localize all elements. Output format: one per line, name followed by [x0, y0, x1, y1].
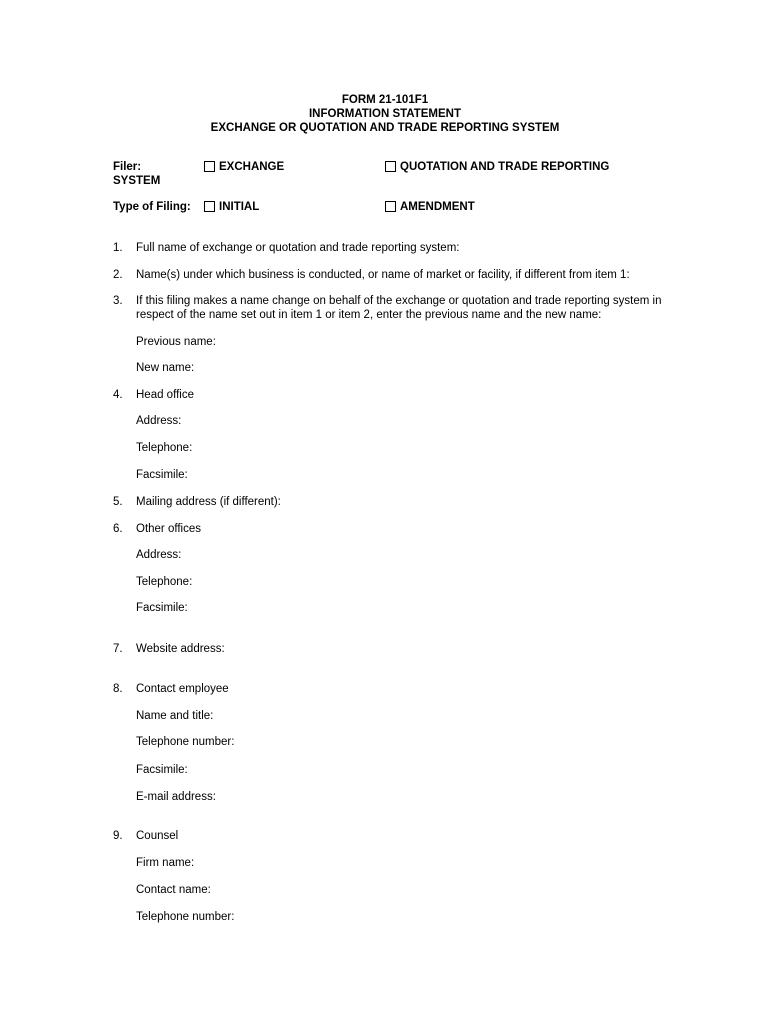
item-4-text: Head office	[136, 389, 194, 401]
contact-facsimile-label: Facsimile:	[136, 764, 188, 776]
other-offices-facsimile-label: Facsimile:	[136, 602, 188, 614]
filing-type-label: Type of Filing:	[113, 201, 191, 213]
item-8-number: 8.	[113, 683, 123, 695]
new-name-label: New name:	[136, 362, 195, 374]
form-title: EXCHANGE OR QUOTATION AND TRADE REPORTING SYSTEM	[210, 122, 560, 134]
counsel-firm-label: Firm name:	[136, 857, 195, 869]
exchange-label: EXCHANGE	[219, 161, 285, 173]
item-8-text: Contact employee	[136, 683, 229, 695]
item-7-number: 7.	[113, 643, 123, 655]
head-office-address-label: Address:	[136, 415, 182, 427]
contact-telephone-label: Telephone number:	[136, 736, 235, 748]
counsel-contact-label: Contact name:	[136, 884, 211, 896]
head-office-telephone-label: Telephone:	[136, 442, 193, 454]
initial-label: INITIAL	[219, 201, 260, 213]
item-3-text: If this filing makes a name change on behalf of the exchange or quotation and trade reporting system in respect of the name set out in item 1 or item 2, enter the previous name and the new name:	[136, 295, 662, 321]
counsel-telephone-label: Telephone number:	[136, 911, 235, 923]
item-4-number: 4.	[113, 389, 123, 401]
item-5-number: 5.	[113, 496, 123, 508]
filer-exchange-option[interactable]	[204, 160, 284, 174]
contact-name-title-label: Name and title:	[136, 710, 214, 722]
item-3-number: 3.	[113, 295, 123, 307]
filer-qtrs-option[interactable]	[385, 160, 609, 174]
filer-label: Filer:	[113, 161, 142, 173]
item-2-number: 2.	[113, 269, 123, 281]
contact-email-label: E-mail address:	[136, 791, 216, 803]
form-number: FORM 21-101F1	[341, 94, 429, 106]
amendment-label: AMENDMENT	[400, 201, 475, 213]
head-office-facsimile-label: Facsimile:	[136, 469, 188, 481]
item-1-number: 1.	[113, 242, 123, 254]
other-offices-telephone-label: Telephone:	[136, 576, 193, 588]
previous-name-label: Previous name:	[136, 336, 216, 348]
other-offices-address-label: Address:	[136, 549, 182, 561]
amendment-checkbox[interactable]	[385, 201, 396, 212]
item-9-number: 9.	[113, 830, 123, 842]
item-6-number: 6.	[113, 523, 123, 535]
item-6-text: Other offices	[136, 523, 201, 535]
form-header	[0, 93, 770, 135]
exchange-checkbox[interactable]	[204, 161, 215, 172]
filing-amendment-option[interactable]	[385, 200, 475, 214]
item-7-text: Website address:	[136, 643, 225, 655]
item-1-text: Full name of exchange or quotation and trade reporting system:	[136, 242, 460, 254]
initial-checkbox[interactable]	[204, 201, 215, 212]
item-9-text: Counsel	[136, 830, 179, 842]
item-5-text: Mailing address (if different):	[136, 496, 281, 508]
item-2-text: Name(s) under which business is conducted, or name of market or facility, if different from item 1:	[136, 269, 630, 281]
form-statement: INFORMATION STATEMENT	[308, 108, 462, 120]
qtrs-checkbox[interactable]	[385, 161, 396, 172]
qtrs-label: QUOTATION AND TRADE REPORTING	[400, 161, 610, 173]
filing-initial-option[interactable]	[204, 200, 259, 214]
filer-label-cont: SYSTEM	[113, 175, 161, 187]
